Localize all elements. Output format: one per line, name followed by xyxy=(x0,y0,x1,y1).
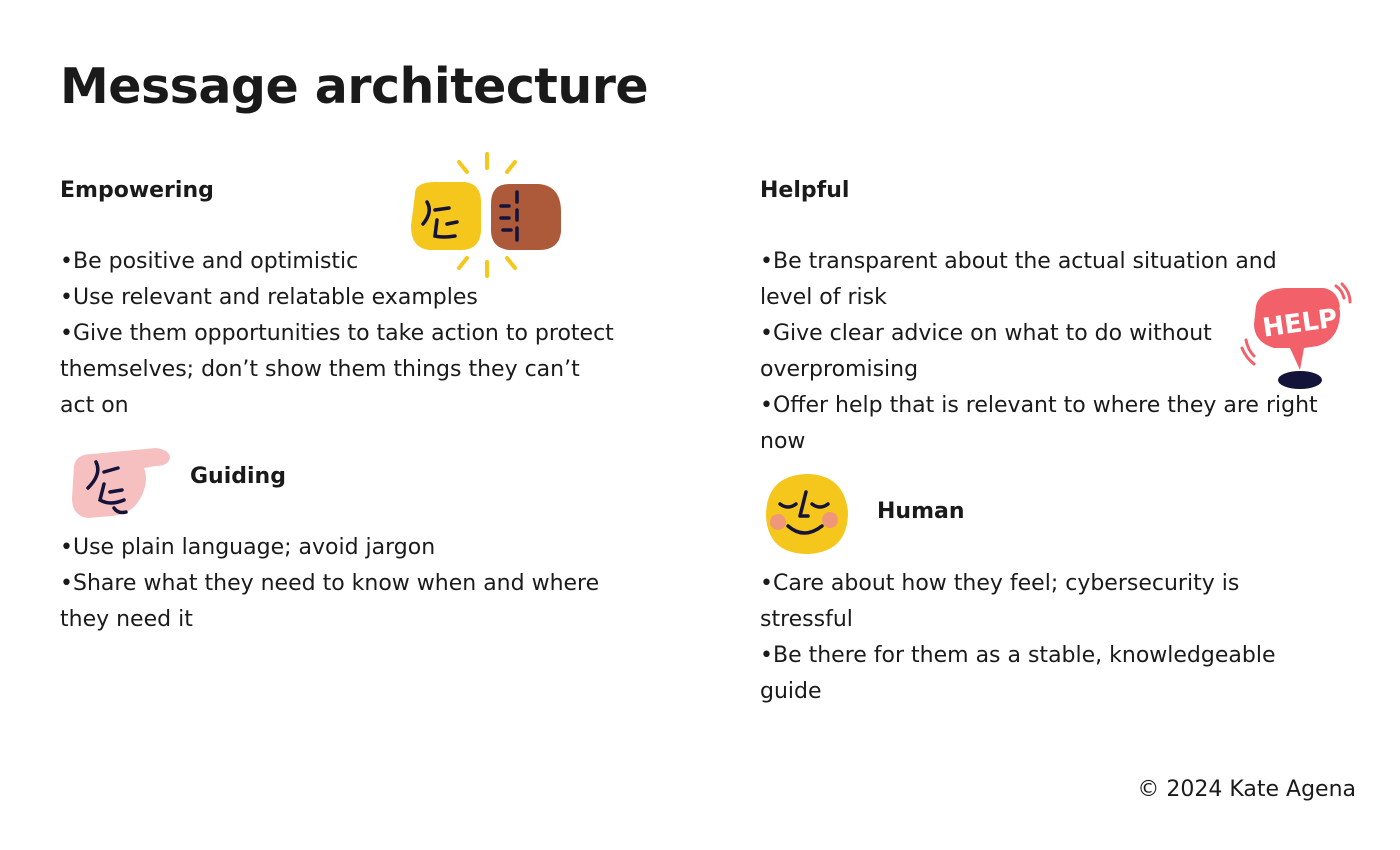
bullet-item: •Give clear advice on what to do without overpromising xyxy=(760,321,1212,382)
pointing-hand-icon xyxy=(66,444,176,522)
help-bubble-text: HELP! xyxy=(1260,301,1352,344)
bullet-list-human xyxy=(760,566,1335,710)
bullet-item: •Care about how they feel; cybersecurity is stressful xyxy=(760,571,1240,632)
section-heading-empowering: Empowering xyxy=(60,178,214,203)
section-heading-helpful: Helpful xyxy=(760,178,850,203)
bullet-list-guiding xyxy=(60,530,620,638)
bullet-item: •Use relevant and relatable examples xyxy=(60,285,478,310)
help-speech-bubble-icon xyxy=(1240,280,1355,395)
section-heading-guiding: Guiding xyxy=(190,464,286,489)
bullet-item: •Share what they need to know when and where they need it xyxy=(60,571,600,632)
content-smiley-face-icon xyxy=(762,470,852,558)
bullet-item: •Offer help that is relevant to where they are right now xyxy=(760,393,1318,454)
bullet-item: •Give them opportunities to take action to protect themselves; don’t show them things they can’t act on xyxy=(60,321,614,418)
bullet-item: •Be there for them as a stable, knowledgeable guide xyxy=(760,643,1276,704)
bullet-item: •Be positive and optimistic xyxy=(60,249,359,274)
fist-bump-icon xyxy=(405,150,570,280)
section-heading-human: Human xyxy=(877,499,965,524)
bullet-item: •Use plain language; avoid jargon xyxy=(60,535,436,560)
page-title: Message architecture xyxy=(60,58,649,115)
bullet-item: •Be transparent about the actual situation and level of risk xyxy=(760,249,1277,310)
copyright-footer: © 2024 Kate Agena xyxy=(1137,777,1356,802)
